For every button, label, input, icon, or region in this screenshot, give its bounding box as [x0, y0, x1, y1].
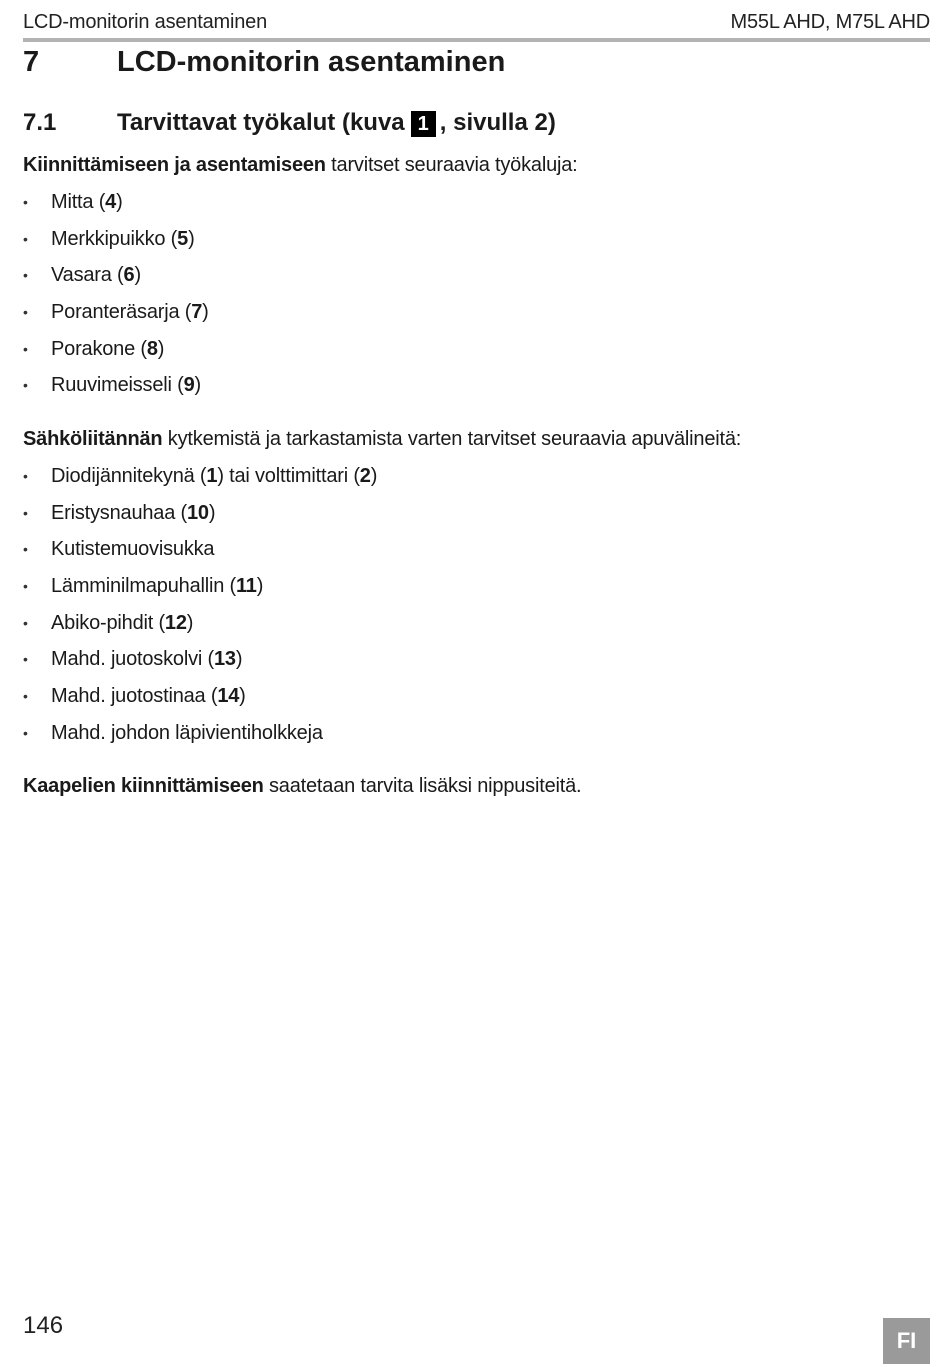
list-item-end: ) — [194, 374, 201, 397]
list-item-ref: 12 — [164, 611, 187, 634]
list-item-end: ) — [208, 501, 216, 524]
subsection-title-text: Tarvittavat työkalut (kuva — [117, 109, 405, 136]
list-item-ref: 8 — [146, 337, 158, 360]
aids-intro-bold: Sähköliitännän — [23, 428, 163, 450]
list-item-ref: 1 — [206, 465, 218, 487]
list-item-text: Mitta ( — [51, 191, 106, 213]
list-item-ref: 14 — [217, 685, 240, 708]
aids-intro-text: kytkemistä ja tarkastamista varten tarvitset seuraavia apuvälineitä: — [162, 428, 742, 450]
subsection-number: 7.1 — [23, 109, 57, 136]
subsection-title — [117, 109, 556, 137]
bullet: • — [23, 651, 28, 668]
bullet: • — [23, 578, 28, 595]
list-item-end: ) — [235, 648, 243, 671]
bullet: • — [23, 377, 28, 394]
list-item — [23, 225, 930, 262]
subsection-title-suffix: , sivulla 2) — [439, 109, 556, 136]
bullet: • — [23, 194, 28, 210]
list-item-text: Lämminilmapuhallin ( — [51, 575, 236, 598]
language-tab: FI — [883, 1318, 930, 1364]
aids-intro-paragraph — [23, 425, 930, 453]
running-header-models: M55L AHD, M75L AHD — [730, 11, 930, 33]
bullet: • — [23, 468, 28, 484]
list-item — [23, 609, 930, 646]
running-header — [23, 8, 930, 34]
list-item-text: Mahd. juotostinaa ( — [51, 685, 218, 708]
list-item-text: Merkkipuikko ( — [51, 227, 178, 250]
subsection-heading — [23, 106, 930, 140]
list-item — [23, 719, 930, 756]
bullet: • — [23, 230, 28, 247]
list-item — [23, 499, 930, 536]
bullet: • — [23, 614, 28, 631]
list-item-ref: 10 — [186, 501, 209, 524]
list-item-text: Poranteräsarja ( — [51, 301, 192, 324]
document-page — [23, 0, 930, 1367]
closing-text: saatetaan tarvita lisäksi nippusiteitä. — [263, 775, 582, 797]
tools-intro-text: tarvitset seuraavia työkaluja: — [325, 154, 578, 176]
list-item-ref: 4 — [105, 191, 117, 213]
list-item — [23, 298, 930, 335]
page-number: 146 — [23, 1312, 64, 1339]
list-item-text: Eristysnauhaa ( — [51, 501, 187, 524]
closing-paragraph — [23, 772, 930, 800]
list-item-text: Vasara ( — [51, 264, 124, 287]
bullet: • — [23, 267, 28, 284]
list-item — [23, 462, 930, 499]
bullet: • — [23, 304, 28, 321]
tools-intro-bold: Kiinnittämiseen ja asentamiseen — [23, 154, 326, 176]
list-item-text: Kutistemuovisukka — [51, 538, 215, 561]
bullet: • — [23, 688, 28, 705]
list-item-end: ) — [188, 227, 195, 250]
list-item-end: ) — [370, 465, 378, 487]
list-item-ref: 11 — [235, 575, 257, 598]
closing-bold: Kaapelien kiinnittämiseen — [23, 775, 264, 797]
list-item — [23, 335, 930, 372]
list-item — [23, 261, 930, 298]
list-item-ref: 13 — [213, 648, 236, 671]
list-item-ref: 9 — [183, 374, 195, 397]
tools-list — [23, 188, 930, 408]
list-item-ref-2: 2 — [359, 465, 371, 487]
list-item-end: ) — [202, 301, 209, 324]
aids-list — [23, 462, 930, 756]
list-item — [23, 682, 930, 719]
bullet: • — [23, 340, 28, 357]
header-rule — [23, 38, 930, 42]
list-item-end: ) — [116, 191, 123, 213]
section-heading — [23, 44, 930, 80]
bullet: • — [23, 541, 28, 558]
tools-intro-paragraph — [23, 151, 930, 179]
list-item — [23, 645, 930, 682]
list-item-mid: ) tai volttimittari ( — [217, 465, 360, 487]
list-item-end: ) — [157, 337, 165, 360]
list-item — [23, 572, 930, 609]
running-header-chapter: LCD-monitorin asentaminen — [23, 11, 268, 33]
list-item-text: Ruuvimeisseli ( — [51, 374, 184, 397]
list-item-text: Abiko-pihdit ( — [51, 611, 165, 634]
list-item — [23, 371, 930, 408]
list-item-text: Porakone ( — [51, 337, 147, 360]
list-item — [23, 188, 930, 225]
section-title: LCD-monitorin asentaminen — [117, 45, 506, 78]
list-item-text: Mahd. johdon läpivientiholkkeja — [51, 721, 323, 744]
list-item-ref: 7 — [191, 301, 203, 324]
section-number: 7 — [23, 45, 40, 78]
list-item-ref: 6 — [123, 264, 135, 287]
bullet: • — [23, 724, 28, 741]
list-item-ref: 5 — [177, 227, 189, 250]
list-item-end: ) — [256, 575, 264, 598]
list-item — [23, 535, 930, 572]
list-item-end: ) — [186, 611, 194, 634]
list-item-end: ) — [239, 685, 246, 708]
list-item-text: Mahd. juotoskolvi ( — [51, 648, 214, 671]
figure-reference-badge: 1 — [411, 111, 436, 137]
list-item-text: Diodijännitekynä ( — [51, 465, 207, 487]
list-item-end: ) — [134, 264, 141, 287]
bullet: • — [23, 504, 28, 521]
